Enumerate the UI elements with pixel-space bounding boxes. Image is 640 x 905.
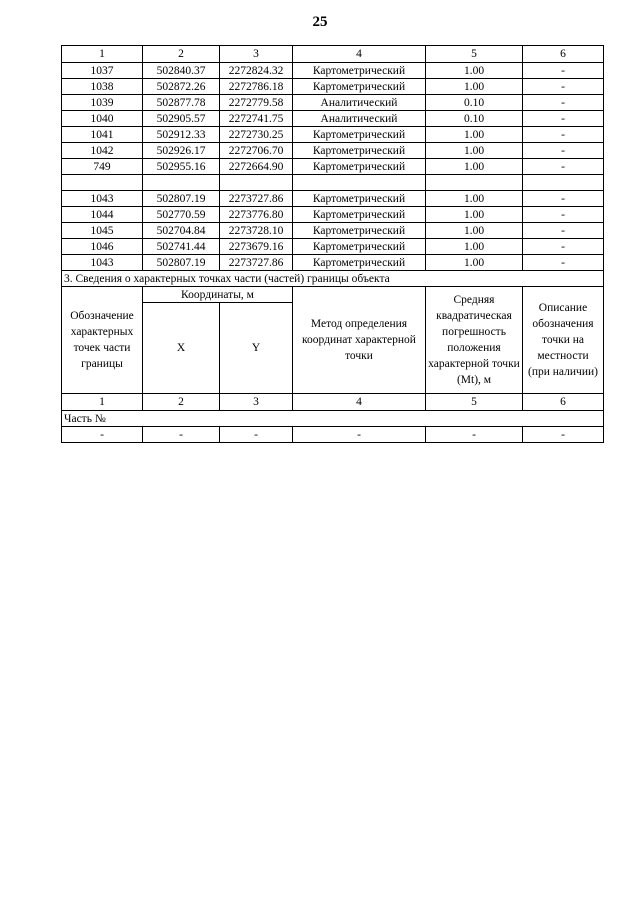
part-label: Часть № — [62, 411, 604, 427]
error-cell: 1.00 — [426, 223, 523, 239]
point-number-cell: 1044 — [62, 207, 143, 223]
y-cell: 2272730.25 — [220, 127, 293, 143]
method-cell: Картометрический — [293, 223, 426, 239]
y-cell: 2272741.75 — [220, 111, 293, 127]
description-cell: - — [523, 63, 604, 79]
table-row — [62, 127, 604, 143]
x-cell: 502926.17 — [143, 143, 220, 159]
empty-cell — [523, 175, 604, 191]
error-cell: 0.10 — [426, 95, 523, 111]
description-cell: - — [523, 159, 604, 175]
point-number-cell: 1042 — [62, 143, 143, 159]
column-number: 3 — [220, 46, 293, 63]
x-cell: 502912.33 — [143, 127, 220, 143]
empty-cell — [426, 175, 523, 191]
y-cell: 2272824.32 — [220, 63, 293, 79]
table-row — [62, 159, 604, 175]
description-cell: - — [523, 127, 604, 143]
error-cell: 1.00 — [426, 239, 523, 255]
x-cell: 502872.26 — [143, 79, 220, 95]
method-cell: Картометрический — [293, 127, 426, 143]
method-cell: Картометрический — [293, 191, 426, 207]
x-cell: 502807.19 — [143, 191, 220, 207]
method-cell: Картометрический — [293, 79, 426, 95]
error-cell: 1.00 — [426, 207, 523, 223]
y-cell: 2272786.18 — [220, 79, 293, 95]
description-cell: - — [523, 79, 604, 95]
description-cell: - — [523, 143, 604, 159]
method-cell: Аналитический — [293, 111, 426, 127]
table-row — [62, 111, 604, 127]
method-cell: Аналитический — [293, 95, 426, 111]
table-row — [62, 255, 604, 271]
column-number: 1 — [62, 46, 143, 63]
error-cell: - — [426, 427, 523, 443]
description-cell: - — [523, 223, 604, 239]
point-number-cell: 1043 — [62, 255, 143, 271]
error-cell: 1.00 — [426, 79, 523, 95]
x-cell: 502955.16 — [143, 159, 220, 175]
table-row — [62, 63, 604, 79]
column-number: 3 — [220, 394, 293, 411]
x-cell: 502704.84 — [143, 223, 220, 239]
x-cell: 502807.19 — [143, 255, 220, 271]
separator-row — [62, 175, 604, 191]
column-number: 4 — [293, 46, 426, 63]
description-cell: - — [523, 191, 604, 207]
error-cell: 1.00 — [426, 191, 523, 207]
description-cell: - — [523, 427, 604, 443]
empty-cell — [143, 175, 220, 191]
header-coordinates: Координаты, м — [143, 287, 293, 303]
table-row — [62, 239, 604, 255]
description-cell: - — [523, 95, 604, 111]
method-cell: Картометрический — [293, 239, 426, 255]
point-number-cell: 1046 — [62, 239, 143, 255]
point-number-cell: - — [62, 427, 143, 443]
method-cell: Картометрический — [293, 207, 426, 223]
header-x: X — [143, 303, 220, 394]
y-cell: 2273727.86 — [220, 255, 293, 271]
column-number: 5 — [426, 394, 523, 411]
error-cell: 1.00 — [426, 63, 523, 79]
column-numbers-row — [62, 46, 604, 63]
header-y: Y — [220, 303, 293, 394]
column-number: 6 — [523, 394, 604, 411]
section-header-row — [62, 287, 604, 303]
method-cell: Картометрический — [293, 255, 426, 271]
point-number-cell: 1040 — [62, 111, 143, 127]
column-number: 4 — [293, 394, 426, 411]
error-cell: 0.10 — [426, 111, 523, 127]
empty-cell — [62, 175, 143, 191]
column-number: 2 — [143, 46, 220, 63]
section-title-row — [62, 271, 604, 287]
section-column-numbers-row — [62, 394, 604, 411]
table-row — [62, 223, 604, 239]
table-row — [62, 95, 604, 111]
description-cell: - — [523, 239, 604, 255]
point-number-cell: 1037 — [62, 63, 143, 79]
empty-cell — [220, 175, 293, 191]
column-number: 1 — [62, 394, 143, 411]
column-number: 2 — [143, 394, 220, 411]
y-cell: 2272779.58 — [220, 95, 293, 111]
empty-data-row — [62, 427, 604, 443]
y-cell: 2273776.80 — [220, 207, 293, 223]
empty-cell — [293, 175, 426, 191]
y-cell: 2272706.70 — [220, 143, 293, 159]
x-cell: 502770.59 — [143, 207, 220, 223]
page-number: 25 — [312, 14, 328, 30]
method-cell: Картометрический — [293, 159, 426, 175]
y-cell: 2273727.86 — [220, 191, 293, 207]
method-cell: Картометрический — [293, 63, 426, 79]
table-row — [62, 79, 604, 95]
coordinates-table-body — [62, 46, 604, 443]
y-cell: 2272664.90 — [220, 159, 293, 175]
point-number-cell: 1045 — [62, 223, 143, 239]
description-cell: - — [523, 207, 604, 223]
method-cell: - — [293, 427, 426, 443]
description-cell: - — [523, 255, 604, 271]
column-number: 5 — [426, 46, 523, 63]
table-row — [62, 191, 604, 207]
column-number: 6 — [523, 46, 604, 63]
error-cell: 1.00 — [426, 159, 523, 175]
header-description: Описание обозначения точки на местности (при наличии) — [523, 287, 604, 394]
error-cell: 1.00 — [426, 127, 523, 143]
y-cell: - — [220, 427, 293, 443]
x-cell: - — [143, 427, 220, 443]
point-number-cell: 1039 — [62, 95, 143, 111]
point-number-cell: 1041 — [62, 127, 143, 143]
header-point-designation: Обозначение характерных точек части границы — [62, 287, 143, 394]
x-cell: 502877.78 — [143, 95, 220, 111]
coordinates-table — [61, 45, 604, 443]
x-cell: 502840.37 — [143, 63, 220, 79]
method-cell: Картометрический — [293, 143, 426, 159]
point-number-cell: 749 — [62, 159, 143, 175]
y-cell: 2273679.16 — [220, 239, 293, 255]
error-cell: 1.00 — [426, 255, 523, 271]
x-cell: 502905.57 — [143, 111, 220, 127]
description-cell: - — [523, 111, 604, 127]
table-row — [62, 207, 604, 223]
section-title: 3. Сведения о характерных точках части (частей) границы объекта — [62, 271, 604, 287]
header-error: Средняя квадратическая погрешность положения характерной точки (Mt), м — [426, 287, 523, 394]
x-cell: 502741.44 — [143, 239, 220, 255]
error-cell: 1.00 — [426, 143, 523, 159]
point-number-cell: 1043 — [62, 191, 143, 207]
header-method: Метод определения координат характерной точки — [293, 287, 426, 394]
point-number-cell: 1038 — [62, 79, 143, 95]
table-row — [62, 143, 604, 159]
part-label-row — [62, 411, 604, 427]
y-cell: 2273728.10 — [220, 223, 293, 239]
